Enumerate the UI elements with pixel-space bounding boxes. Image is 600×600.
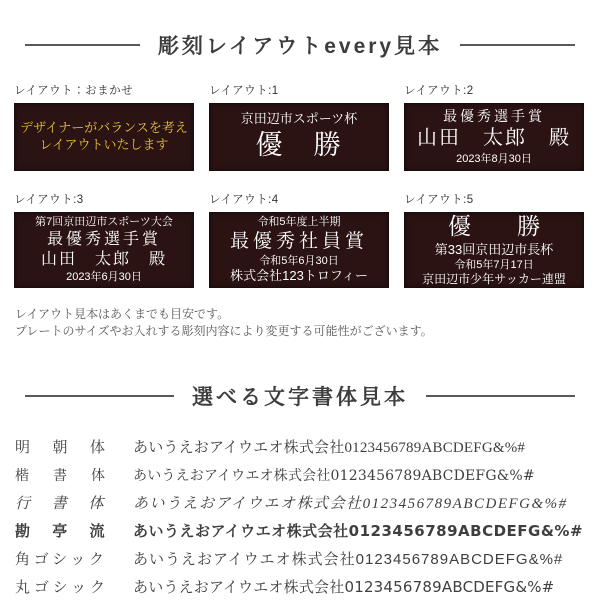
plate-text-line: 山田 太郎 殿 — [417, 127, 571, 150]
layout-sample-label: レイアウト:1 — [209, 85, 279, 97]
layout-sample — [14, 191, 194, 288]
layout-sample — [404, 82, 584, 171]
plate-text-line: 令和5年7月17日 — [454, 259, 534, 272]
plate-text-line: 2023年6月30日 — [66, 271, 142, 284]
layout-sample — [404, 191, 584, 288]
font-name: 角ゴシック — [15, 551, 105, 569]
font-sample-row — [15, 433, 600, 461]
plate-text-line: レイアウトいたします — [39, 137, 169, 152]
engraving-plate — [14, 103, 194, 171]
font-name: 勘亭流 — [15, 522, 105, 541]
plate-text-line: 令和5年度上半期 — [257, 216, 341, 229]
font-name: 明朝体 — [15, 440, 105, 457]
plate-text-line: 山田 太郎 殿 — [40, 251, 167, 268]
plate-text-line: 令和5年6月30日 — [259, 254, 339, 267]
plate-text-line: 京田辺市少年サッカー連盟 — [422, 272, 566, 287]
font-sample-row — [15, 545, 600, 573]
font-sample-text: あいうえおアイウエオ株式会社0123456789ABCDEFG&%# — [133, 551, 564, 569]
layout-sample-label: レイアウト:2 — [404, 85, 474, 97]
layout-sample-label: レイアウト:3 — [14, 194, 84, 206]
font-samples-table — [0, 433, 600, 600]
note-line: レイアウト見本はあくまでも目安です。 — [15, 307, 230, 321]
rule-right — [426, 395, 575, 397]
rule-left — [25, 395, 174, 397]
plate-text-line: 第33回京田辺市長杯 — [434, 241, 554, 257]
layout-section-header — [0, 30, 600, 60]
plate-text-line: 株式会社123トロフィー — [230, 267, 368, 283]
font-sample-text: あいうえおアイウエオ株式会社0123456789ABCDEFG&%# — [133, 467, 535, 484]
plate-text-line: 最優秀選手賞 — [46, 230, 161, 248]
plate-text-line: 第7回京田辺市スポーツ大会 — [35, 216, 173, 229]
font-sample-row — [15, 461, 600, 489]
engraving-plate — [404, 103, 584, 171]
font-sample-row — [15, 573, 600, 600]
layout-sample — [209, 82, 389, 171]
plate-text-line: 最優秀社員賞 — [229, 230, 368, 252]
layout-section-title: 彫刻レイアウトevery見本 — [157, 35, 443, 58]
layout-sample — [14, 82, 194, 171]
font-sample-text: あいうえおアイウエオ株式会社0123456789ABCDEFG&%# — [133, 578, 555, 597]
layout-sample — [209, 191, 389, 288]
plate-text-line: デザイナーがバランスを考え — [20, 120, 188, 136]
font-sample-text: あいうえおアイウエオ株式会社0123456789ABCDEFG&%# — [133, 440, 526, 457]
engraving-plate — [14, 212, 194, 288]
engraving-plate — [404, 212, 584, 288]
font-sample-text: あいうえおアイウエオ株式会社0123456789ABCDEFG&%# — [133, 496, 568, 513]
plate-text-line: 京田辺市スポーツ杯 — [240, 111, 358, 127]
plate-text-line: 最優秀選手賞 — [443, 108, 545, 125]
layout-notes — [0, 306, 600, 341]
font-section-header — [0, 381, 600, 411]
engraving-plate — [209, 212, 389, 288]
plate-text-line: 優 勝 — [255, 130, 343, 161]
font-sample-row — [15, 517, 600, 545]
layout-sample-label: レイアウト:4 — [209, 194, 279, 206]
rule-right — [460, 44, 575, 46]
font-name: 楷書体 — [15, 467, 105, 484]
layout-sample-label: レイアウト:5 — [404, 194, 474, 206]
layout-sample-label: レイアウト：おまかせ — [14, 85, 134, 97]
font-name: 丸ゴシック — [15, 578, 105, 597]
layout-samples-grid — [0, 82, 600, 288]
plate-text-line: 2023年8月30日 — [456, 152, 532, 165]
plate-text-line: 優 勝 — [448, 213, 540, 240]
font-sample-row — [15, 489, 600, 517]
note-line: プレートのサイズやお入れする彫刻内容により変更する可能性がございます。 — [15, 324, 433, 339]
rule-left — [25, 44, 140, 46]
font-name: 行書体 — [15, 496, 105, 513]
font-section-title: 選べる文字書体見本 — [192, 385, 408, 409]
font-sample-text: あいうえおアイウエオ株式会社0123456789ABCDEFG&%# — [133, 522, 584, 541]
engraving-plate — [209, 103, 389, 171]
